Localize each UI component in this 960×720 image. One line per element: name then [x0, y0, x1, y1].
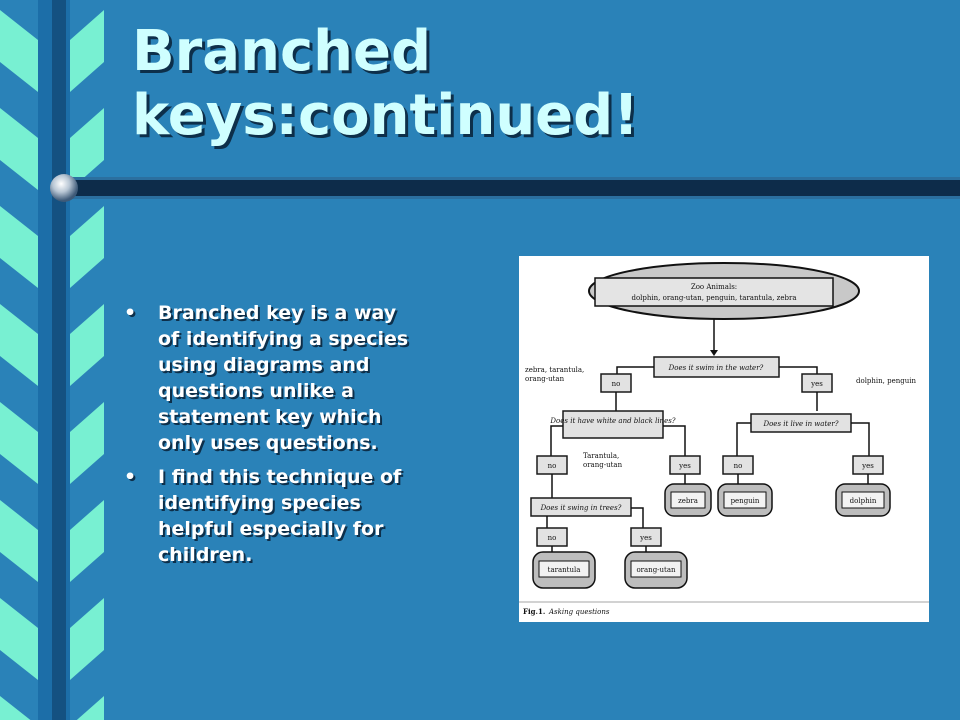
ribbon-segment: [0, 304, 38, 386]
ribbon-segment: [70, 500, 104, 582]
answer-yes-label: yes: [811, 380, 823, 388]
bullet-list: [118, 300, 418, 576]
leaf-tarantula: tarantula: [547, 566, 581, 574]
ribbon-segment: [0, 108, 38, 190]
ribbon-segment: [0, 598, 38, 680]
leaf-penguin: penguin: [730, 497, 760, 505]
ribbon-shadow: [52, 0, 66, 720]
ribbon-segment: [70, 402, 104, 484]
figure-caption-label: Fig.1.: [523, 607, 546, 616]
ribbon-segment: [0, 696, 38, 720]
side-label-mid-2: orang-utan: [583, 461, 623, 469]
root-title: Zoo Animals:: [690, 283, 738, 291]
question-3: Does it live in water?: [763, 420, 839, 428]
ribbon-segment: [0, 402, 38, 484]
side-label-left-2: orang-utan: [525, 375, 565, 383]
ribbon-segment: [70, 696, 104, 720]
leaf-zebra: zebra: [678, 497, 698, 505]
bullet-item: • I find this technique of identifying species helpful especially for children.: [118, 464, 418, 568]
side-label-mid-1: Tarantula,: [583, 452, 620, 460]
ribbon-segment: [0, 206, 38, 288]
answer-no-label: no: [547, 462, 557, 470]
rule-knob: [50, 174, 78, 202]
answer-yes-label: yes: [862, 462, 874, 470]
answer-no-label: no: [547, 534, 557, 542]
question-2: Does it have white and black lines?: [550, 417, 676, 425]
side-label-right: dolphin, penguin: [856, 377, 916, 385]
answer-yes-label: yes: [679, 462, 691, 470]
question-1: Does it swim in the water?: [668, 364, 764, 372]
ribbon-decoration: [0, 0, 110, 720]
answer-yes-label: yes: [640, 534, 652, 542]
side-label-left-1: zebra, tarantula,: [525, 366, 585, 374]
title-divider: [48, 172, 960, 212]
slide-title: Branched keys:continued!: [132, 19, 639, 148]
ribbon-segment: [0, 500, 38, 582]
figure-caption-text: Asking questions: [549, 608, 610, 616]
question-4: Does it swing in trees?: [540, 504, 622, 512]
ribbon-segment: [70, 10, 104, 92]
ribbon-segment: [70, 206, 104, 288]
ribbon-segment: [70, 598, 104, 680]
leaf-orangutan: orang-utan: [636, 566, 676, 574]
leaf-dolphin: dolphin: [849, 497, 877, 505]
bullet-item: • Branched key is a way of identifying a species using diagrams and questions unlike a statement key which only uses questions.: [118, 300, 418, 456]
ribbon-segment: [70, 304, 104, 386]
ribbon-segment: [0, 10, 38, 92]
answer-no-label: no: [611, 380, 621, 388]
root-list: dolphin, orang-utan, penguin, tarantula, zebra: [631, 294, 797, 302]
answer-no-label: no: [733, 462, 743, 470]
branched-key-figure: [519, 256, 929, 622]
